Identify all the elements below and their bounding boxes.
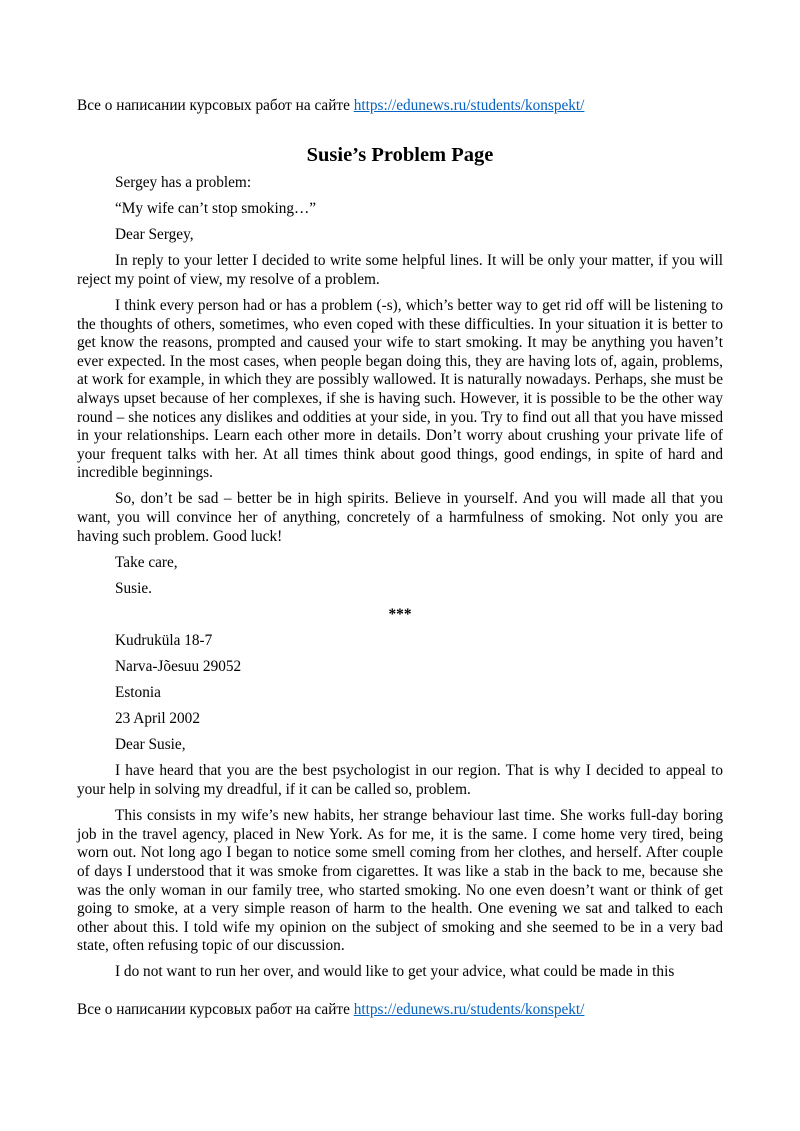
address-line: Narva-Jõesuu 29052: [115, 658, 242, 676]
page-header: [77, 97, 584, 116]
body-paragraph: In reply to your letter I decided to write some helpful lines. It will be only your matter, if you will reject my point of view, my resolve of a problem.: [77, 252, 723, 288]
body-paragraph: I have heard that you are the best psychologist in our region. That is why I decided to appeal to your help in solving my dreadful, if it can be called so, problem.: [77, 762, 723, 799]
salutation: Dear Sergey,: [115, 226, 194, 244]
header-link[interactable]: https://edunews.ru/students/konspekt/: [353, 97, 585, 114]
page-title: Susie’s Problem Page: [306, 144, 494, 166]
body-paragraph: I do not want to run her over, and would like to get your advice, what could be made in this: [115, 963, 675, 981]
body-paragraph: This consists in my wife’s new habits, her strange behaviour last time. She works full-day boring job in the travel agency, placed in New York. As for me, it is the same. I come home very tired, being worn out. Not long ago I began to notice some smell coming from her clothes, and herself. After couple of days I understood that it was smoke from cigarettes. It was like a stab in the back to me, because she was the only woman in our family tree, who started smoking. No one even doesn’t want or think of get going to smoke, at a very simple reason of harm to the health. One evening we sat and talked to each other about this. I told wife my opinion on the subject of smoking and she seemed to be in a very bad state, often refusing topic of our discussion.: [77, 807, 723, 955]
header-text: Все о написании курсовых работ на сайте: [77, 97, 354, 114]
page-footer: [77, 1001, 584, 1020]
footer-link[interactable]: https://edunews.ru/students/konspekt/: [353, 1001, 585, 1018]
quote-line: “My wife can’t stop smoking…”: [115, 200, 317, 218]
section-separator: ***: [388, 605, 412, 623]
signature-line: Susie.: [115, 579, 152, 597]
date-line: 23 April 2002: [115, 710, 200, 728]
address-line: Estonia: [115, 684, 161, 702]
intro-line: Sergey has a problem:: [115, 174, 252, 191]
body-paragraph: So, don’t be sad – better be in high spirits. Believe in yourself. And you will made all that you want, you will convince her of anything, concretely of a harmfulness of smoking. Not only you are having such problem. Good luck!: [77, 490, 723, 545]
letter-body: [77, 174, 723, 989]
body-paragraph: I think every person had or has a problem (-s), which’s better way to get rid off will be listening to the thoughts of others, sometimes, who even coped with these difficulties. In your situation it is better to get know the reasons, prompted and caused your wife to start smoking. It may be anything you haven’t ever expected. In the most cases, when people began doing this, they are having lots of, again, problems, at work for example, in which they are possibly wallowed. It is naturally nowadays. Perhaps, she must be always upset because of her complexes, if she is having such. However, it is possible to be the other way round – she notices any dislikes and oddities at your side, in you. Try to find out all that you have missed in your relationships. Learn each other more in details. Don’t worry about crushing your private life of your frequent talks with her. At all times think about good things, good endings, in spite of hard and incredible beginnings.: [77, 296, 723, 482]
footer-text: Все о написании курсовых работ на сайте: [77, 1001, 354, 1018]
closing-line: Take care,: [115, 553, 178, 571]
address-line: Kudruküla 18-7: [115, 631, 213, 649]
salutation: Dear Susie,: [115, 736, 186, 754]
